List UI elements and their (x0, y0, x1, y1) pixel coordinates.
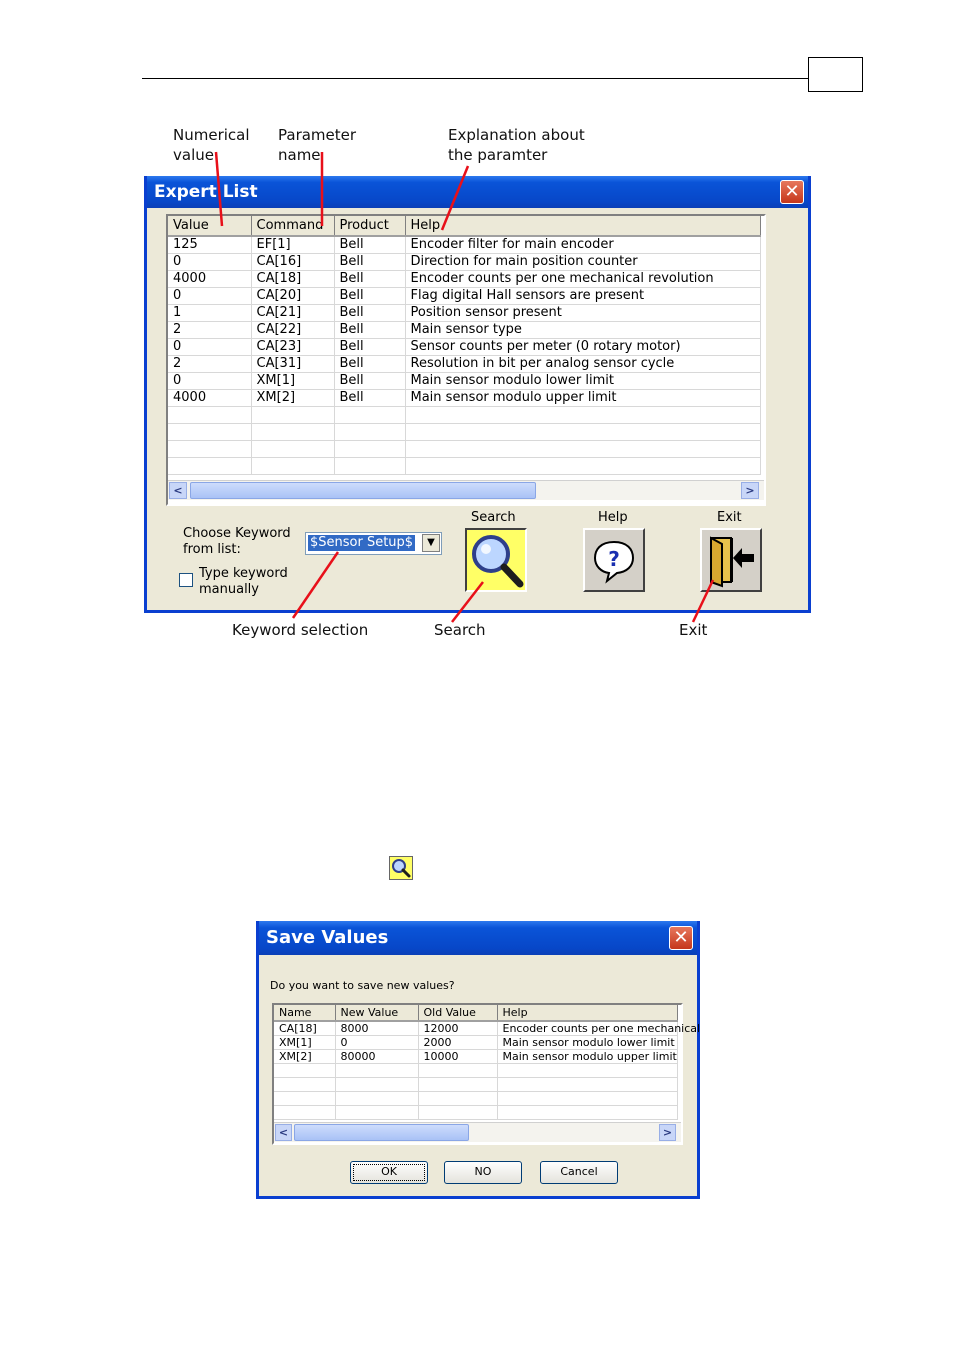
cell-help: Direction for main position counter (405, 253, 760, 270)
save-prompt: Do you want to save new values? (270, 979, 455, 992)
cell-help (497, 1106, 677, 1120)
cell-help (497, 1078, 677, 1092)
arrow-keyword (293, 552, 338, 618)
chevron-left-icon: < (173, 484, 183, 497)
cell-command: CA[21] (251, 304, 334, 321)
save-values-close-button[interactable] (669, 926, 693, 950)
scroll-right-button[interactable] (659, 1124, 676, 1141)
table-row[interactable] (274, 1050, 677, 1064)
column-header-name[interactable]: Name (274, 1005, 335, 1021)
cell-help: Main sensor type (405, 321, 760, 338)
cancel-button[interactable]: Cancel (540, 1161, 618, 1184)
magnifier-icon (390, 857, 412, 879)
help-caption: Help (598, 510, 628, 525)
cell-product: Bell (334, 287, 405, 304)
cell-name (274, 1106, 335, 1120)
cell-value: 0 (168, 287, 251, 304)
cell-product: Bell (334, 372, 405, 389)
empty-table-row[interactable] (274, 1092, 677, 1106)
inline-search-icon (389, 856, 413, 880)
scroll-thumb[interactable] (294, 1124, 469, 1141)
cell-value: 0 (168, 372, 251, 389)
empty-table-row[interactable] (274, 1078, 677, 1092)
cell-name (274, 1078, 335, 1092)
cell-old-value (418, 1078, 497, 1092)
arrow-numerical (216, 152, 222, 226)
cell-help: Main sensor modulo lower limit (497, 1036, 677, 1050)
cell-product: Bell (334, 355, 405, 372)
cell-name (274, 1092, 335, 1106)
cell-old-value (418, 1106, 497, 1120)
cell-command: CA[16] (251, 253, 334, 270)
cell-name: XM[1] (274, 1036, 335, 1050)
empty-table-row[interactable] (274, 1064, 677, 1078)
cell-help (497, 1064, 677, 1078)
cell-product: Bell (334, 389, 405, 406)
empty-table-row[interactable] (274, 1106, 677, 1120)
callout-parameter-name: Parameter name (278, 126, 357, 164)
arrow-explanation (442, 166, 468, 230)
cell-old-value: 2000 (418, 1036, 497, 1050)
cell-help (497, 1092, 677, 1106)
cell-command: CA[18] (251, 270, 334, 287)
cell-help: Main sensor modulo lower limit (405, 372, 760, 389)
callout-exit: Exit (679, 621, 708, 639)
cell-product: Bell (334, 253, 405, 270)
cell-new-value: 8000 (335, 1021, 418, 1036)
cell-value: 125 (168, 236, 251, 253)
cell-value: 2 (168, 355, 251, 372)
cell-command: CA[23] (251, 338, 334, 355)
cell-help: Position sensor present (405, 304, 760, 321)
cell-product: Bell (334, 304, 405, 321)
cell-new-value: 0 (335, 1036, 418, 1050)
cell-new-value (335, 1092, 418, 1106)
column-header-command[interactable]: Command (251, 216, 334, 236)
column-header-help[interactable]: Help (405, 216, 760, 236)
exit-caption: Exit (717, 510, 742, 525)
type-keyword-label: Type keyword manually (199, 566, 288, 597)
cell-help: Main sensor modulo upper limit (497, 1050, 677, 1064)
cell-command: XM[2] (251, 389, 334, 406)
cell-command: XM[1] (251, 372, 334, 389)
cell-value: 1 (168, 304, 251, 321)
no-button[interactable]: NO (444, 1161, 522, 1184)
callout-numerical-value: Numerical value (173, 126, 250, 164)
column-header-value[interactable]: Value (168, 216, 251, 236)
cell-name: CA[18] (274, 1021, 335, 1036)
cell-old-value (418, 1092, 497, 1106)
cell-value: 4000 (168, 389, 251, 406)
cell-help: Main sensor modulo upper limit (405, 389, 760, 406)
cell-new-value (335, 1078, 418, 1092)
arrow-search (452, 582, 483, 622)
cell-new-value (335, 1064, 418, 1078)
cell-command: CA[31] (251, 355, 334, 372)
search-caption: Search (471, 510, 516, 525)
cell-old-value (418, 1064, 497, 1078)
cell-value: 0 (168, 253, 251, 270)
expert-list-title: Expert List (154, 182, 258, 202)
chevron-down-icon[interactable]: ▼ (422, 534, 440, 552)
cell-value: 0 (168, 338, 251, 355)
cell-product: Bell (334, 338, 405, 355)
callout-explanation: Explanation about the paramter (448, 126, 585, 164)
table-row[interactable] (274, 1036, 677, 1050)
column-header-product[interactable]: Product (334, 216, 405, 236)
save-values-table (274, 1005, 701, 1120)
keyword-combobox-value: $Sensor Setup$ (310, 535, 414, 550)
choose-keyword-label: Choose Keyword from list: (183, 526, 291, 557)
svg-text:?: ? (608, 547, 620, 571)
cell-name (274, 1064, 335, 1078)
chevron-right-icon: > (662, 1126, 673, 1139)
cell-command: EF[1] (251, 236, 334, 253)
cell-value: 4000 (168, 270, 251, 287)
cell-help: Sensor counts per meter (0 rotary motor) (405, 338, 760, 355)
arrow-exit (693, 580, 713, 622)
column-header-old-value[interactable]: Old Value (418, 1005, 497, 1021)
cell-help: Encoder filter for main encoder (405, 236, 760, 253)
cell-product: Bell (334, 270, 405, 287)
cell-command: CA[20] (251, 287, 334, 304)
close-icon: ✕ (784, 181, 800, 202)
cell-help: Resolution in bit per analog sensor cycle (405, 355, 760, 372)
column-header-help[interactable]: Help (497, 1005, 677, 1021)
save-values-titlebar[interactable] (259, 921, 697, 955)
save-values-hscrollbar[interactable] (274, 1122, 681, 1142)
cell-old-value: 12000 (418, 1021, 497, 1036)
cell-old-value: 10000 (418, 1050, 497, 1064)
table-row[interactable] (274, 1021, 677, 1036)
cell-product: Bell (334, 236, 405, 253)
cell-new-value (335, 1106, 418, 1120)
cell-command: CA[22] (251, 321, 334, 338)
cell-help: Encoder counts per one mechanical (497, 1021, 677, 1036)
callout-search: Search (434, 621, 486, 639)
chevron-right-icon: > (745, 484, 755, 497)
cell-value: 2 (168, 321, 251, 338)
chevron-left-icon: < (278, 1126, 289, 1139)
cell-name: XM[2] (274, 1050, 335, 1064)
cell-product: Bell (334, 321, 405, 338)
cell-help: Flag digital Hall sensors are present (405, 287, 760, 304)
callout-keyword-selection: Keyword selection (232, 621, 369, 639)
close-icon: ✕ (673, 927, 689, 948)
save-values-title: Save Values (266, 927, 389, 948)
cell-new-value: 80000 (335, 1050, 418, 1064)
column-header-new-value[interactable]: New Value (335, 1005, 418, 1021)
cell-help: Encoder counts per one mechanical revolution (405, 270, 760, 287)
scroll-left-button[interactable] (275, 1124, 292, 1141)
save-values-dialog (256, 921, 700, 1199)
ok-button[interactable]: OK (350, 1161, 428, 1184)
